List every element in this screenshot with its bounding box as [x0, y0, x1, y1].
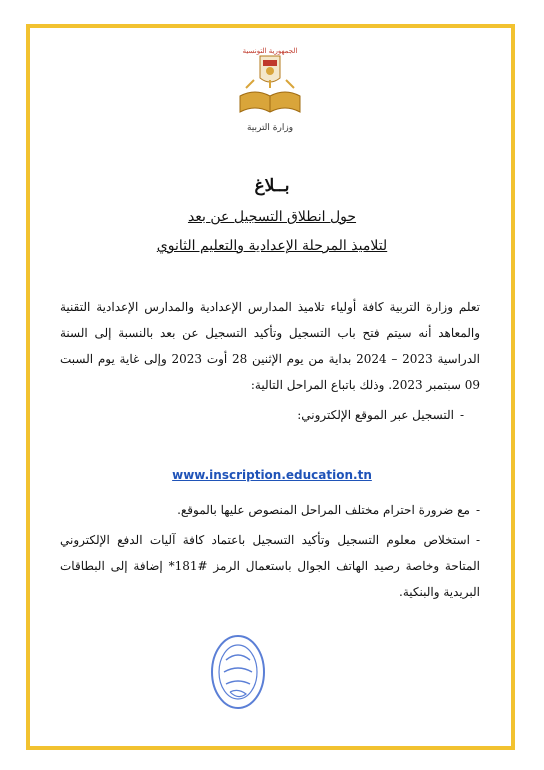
emblem-top-text: الجمهورية التونسية: [242, 47, 298, 55]
bullet-online-registration: [44, 402, 464, 428]
bullet-text: استخلاص معلوم التسجيل وتأكيد التسجيل باعتماد كافة آليات الدفع الإلكتروني المتاحة وخاصة رصيد الهاتف الجوال باستعمال الرمز #181* إضافة إلى البطاقات البريدية والبنكية.: [60, 533, 480, 599]
bullet-dash: -: [475, 503, 480, 517]
bullet-payment: [60, 527, 480, 605]
announcement-paragraph: تعلم وزارة التربية كافة أولياء تلاميذ المدارس الإعدادية والمدارس الإعدادية التقنية والمعاهد أنه سيتم فتح باب التسجيل وتأكيد التسجيل عن بعد بالنسبة إلى السنة الدراسية 2023 – 2024 بداية من يوم الإثنين 28 أوت 2023 وإلى غاية يوم السبت 09 سبتمبر 2023. وذلك باتباع المراحل التالية:: [60, 300, 480, 392]
bullet-text: التسجيل عبر الموقع الإلكتروني:: [297, 408, 454, 422]
subtitle-1: حول انطلاق التسجيل عن بعد: [187, 209, 357, 225]
ministry-emblem-icon: [230, 44, 310, 136]
official-stamp-icon: [208, 630, 268, 720]
subtitle-2: لتلاميذ المرحلة الإعدادية والتعليم الثانوي: [156, 238, 388, 254]
bullet-text: مع ضرورة احترام مختلف المراحل المنصوص عليها بالموقع.: [177, 503, 470, 517]
emblem-bottom-text: وزارة التربية: [246, 123, 294, 133]
bullet-dash: -: [459, 408, 464, 422]
bullet-respect-steps: [60, 497, 480, 523]
document-title: بــلاغ: [254, 176, 290, 196]
registration-website-link[interactable]: www.inscription.education.tn: [172, 468, 372, 482]
bullet-dash: -: [475, 533, 480, 547]
